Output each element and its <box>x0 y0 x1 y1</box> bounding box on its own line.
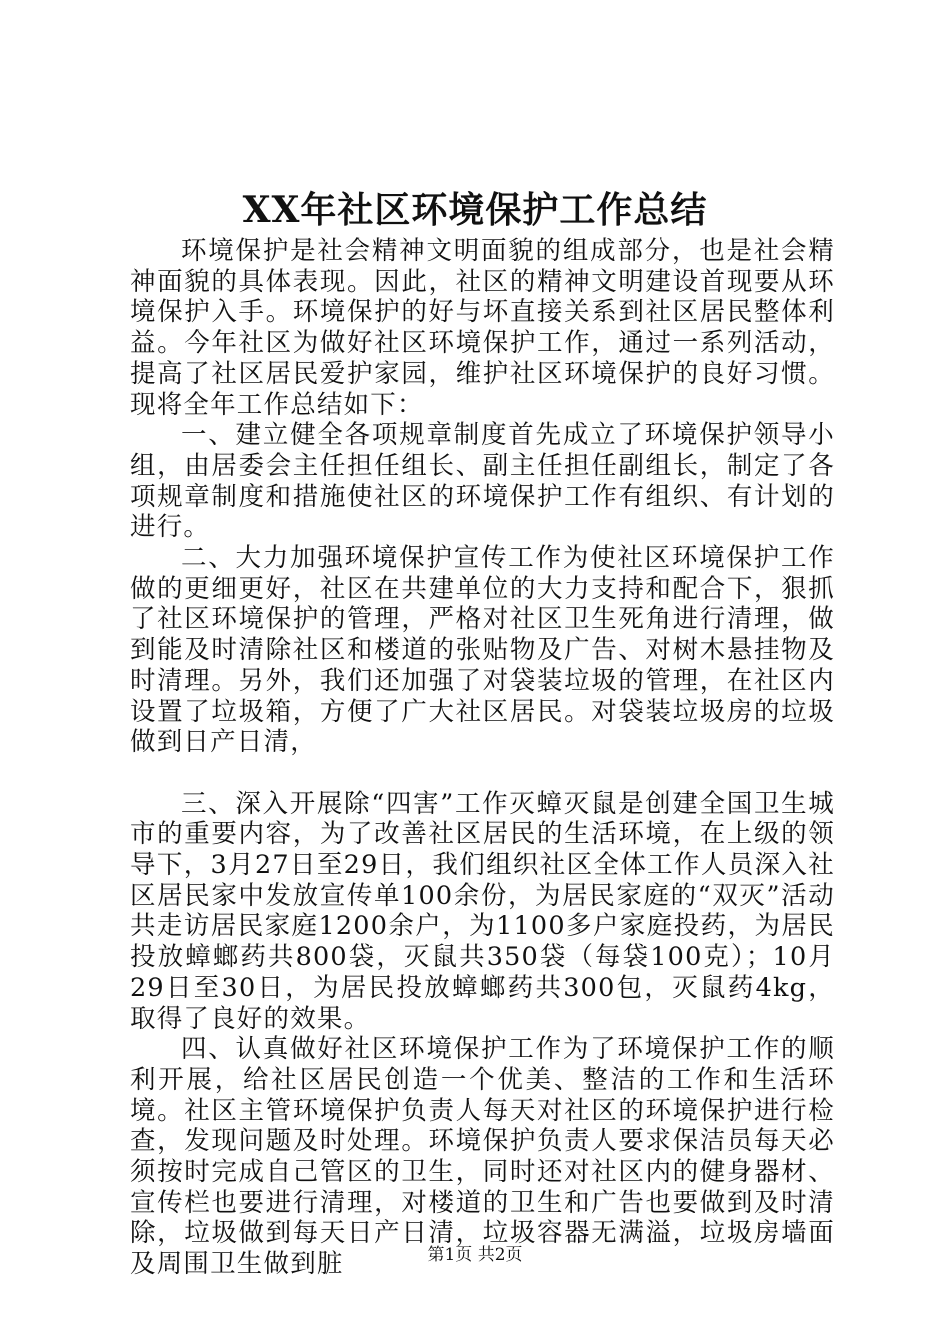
paragraph-section-1: 一、建立健全各项规章制度首先成立了环境保护领导小组，由居委会主任担任组长、副主任担任副组长，制定了各项规章制度和措施使社区的环境保护工作有组织、有计划的进行。 <box>130 420 835 543</box>
paragraph-section-2: 二、大力加强环境保护宣传工作为使社区环境保护工作做的更细更好，社区在共建单位的大力支持和配合下，狠抓了社区环境保护的管理，严格对社区卫生死角进行清理，做到能及时清除社区和楼道的张贴物及广告、对树木悬挂物及时清理。另外，我们还加强了对袋装垃圾的管理，在社区内设置了垃圾箱，方便了广大社区居民。对袋装垃圾房的垃圾做到日产日清， <box>130 543 835 758</box>
document-body <box>130 236 835 1280</box>
paragraph-intro: 环境保护是社会精神文明面貌的组成部分，也是社会精神面貌的具体表现。因此，社区的精神文明建设首现要从环境保护入手。环境保护的好与坏直接关系到社区居民整体利益。今年社区为做好社区环境保护工作，通过一系列活动，提高了社区居民爱护家园，维护社区环境保护的良好习惯。现将全年工作总结如下： <box>130 236 835 420</box>
page-footer: 第1页 共2页 <box>427 1245 523 1265</box>
document-title: XX年社区环境保护工作总结 <box>242 189 708 231</box>
blank-line <box>130 758 835 789</box>
paragraph-section-3: 三、深入开展除“四害”工作灭蟑灭鼠是创建全国卫生城市的重要内容，为了改善社区居民的生活环境，在上级的领导下，3月27日至29日，我们组织社区全体工作人员深入社区居民家中发放宣传单100余份，为居民家庭的“双灭”活动共走访居民家庭1200余户，为1100多户家庭投药，为居民投放蟑螂药共800袋，灭鼠共350袋（每袋100克）；10月29日至30日，为居民投放蟑螂药共300包，灭鼠药4kg，取得了良好的效果。 <box>130 788 835 1034</box>
paragraph-section-4: 四、认真做好社区环境保护工作为了环境保护工作的顺利开展，给社区居民创造一个优美、整洁的工作和生活环境。社区主管环境保护负责人每天对社区的环境保护进行检查，发现问题及时处理。环境保护负责人要求保洁员每天必须按时完成自己管区的卫生，同时还对社区内的健身器材、宣传栏也要进行清理，对楼道的卫生和广告也要做到及时清除，垃圾做到每天日产日清，垃圾容器无满溢，垃圾房墙面及周围卫生做到脏 <box>130 1034 835 1280</box>
